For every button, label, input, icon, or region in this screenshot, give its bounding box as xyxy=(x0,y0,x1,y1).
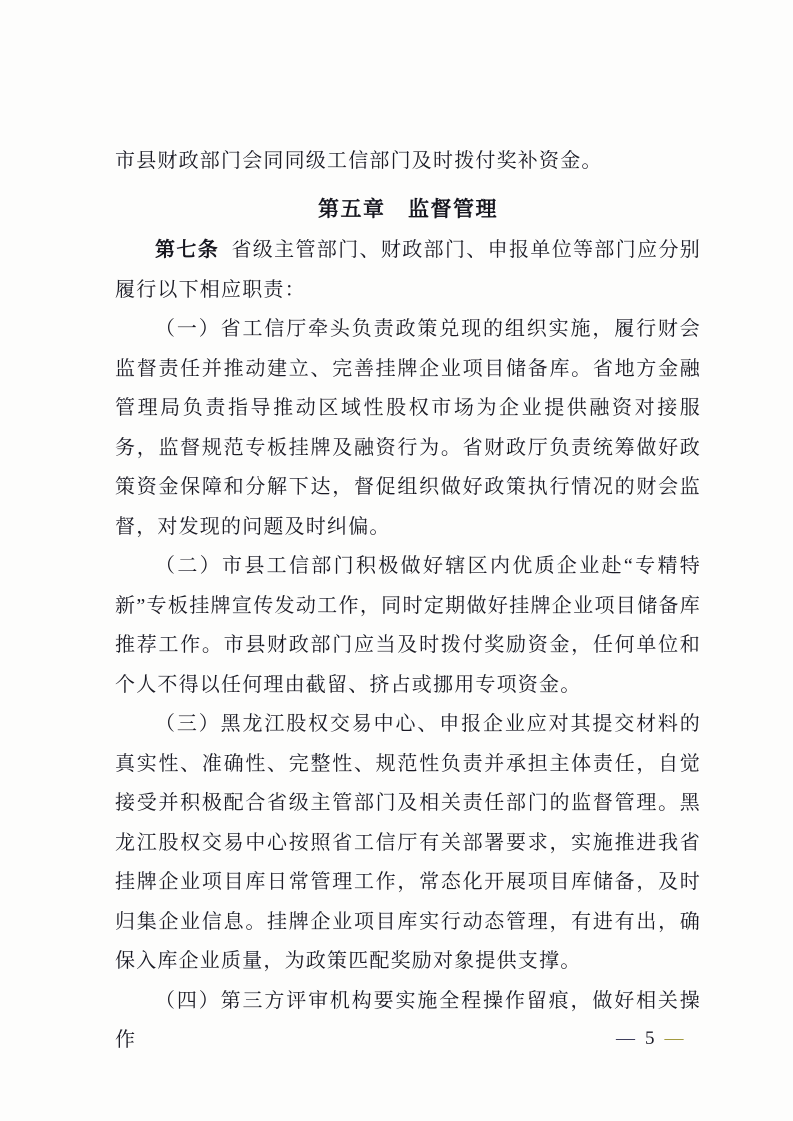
paragraph-continuation: 市县财政部门会同同级工信部门及时拨付奖补资金。 xyxy=(115,150,603,172)
clause-paragraph-3: （三）黑龙江股权交易中心、申报企业应对其提交材料的真实性、准确性、完整性、规范性负责并承担主体责任，自觉接受并积极配合省级主管部门及相关责任部门的监督管理。黑龙江股权交易中心按照省工信厅有关部署要求，实施推进我省挂牌企业项目库日常管理工作，常态化开展项目库储备，及时归集企业信息。挂牌企业项目库实行动态管理，有进有出，确保入库企业质量，为政策匹配奖励对象提供支撑。 xyxy=(115,713,701,972)
clause-paragraph-1: （一）省工信厅牵头负责政策兑现的组织实施，履行财会监督责任并推动建立、完善挂牌企业项目储备库。省地方金融管理局负责指导推动区域性股权市场为企业提供融资对接服务，监督规范专板挂牌及融资行为。省财政厅负责统筹做好政策资金保障和分解下达，督促组织做好政策执行情况的财会监督，对发现的问题及时纠偏。 xyxy=(115,318,701,538)
clause-paragraph-4: （四）第三方评审机构要实施全程操作留痕，做好相关操作 xyxy=(115,989,701,1051)
chapter-heading: 第五章 监督管理 xyxy=(318,197,498,221)
page-number-dash-right: — xyxy=(664,1028,684,1049)
page-number-dash-left: — xyxy=(616,1028,635,1049)
page-number xyxy=(616,1028,684,1050)
article-7-paragraph xyxy=(115,231,701,310)
document-body xyxy=(115,142,701,1061)
article-7-label: 第七条 xyxy=(155,239,220,261)
article-7-text: 省级主管部门、财政部门、申报单位等部门应分别履行以下相应职责： xyxy=(115,239,701,301)
clause-paragraph-2: （二）市县工信部门积极做好辖区内优质企业赴“专精特新”专板挂牌宣传发动工作，同时定期做好挂牌企业项目储备库推荐工作。市县财政部门应当及时拨付奖励资金，任何单位和个人不得以任何理由截留、挤占或挪用专项资金。 xyxy=(115,555,701,696)
page-number-value: 5 xyxy=(645,1028,655,1049)
